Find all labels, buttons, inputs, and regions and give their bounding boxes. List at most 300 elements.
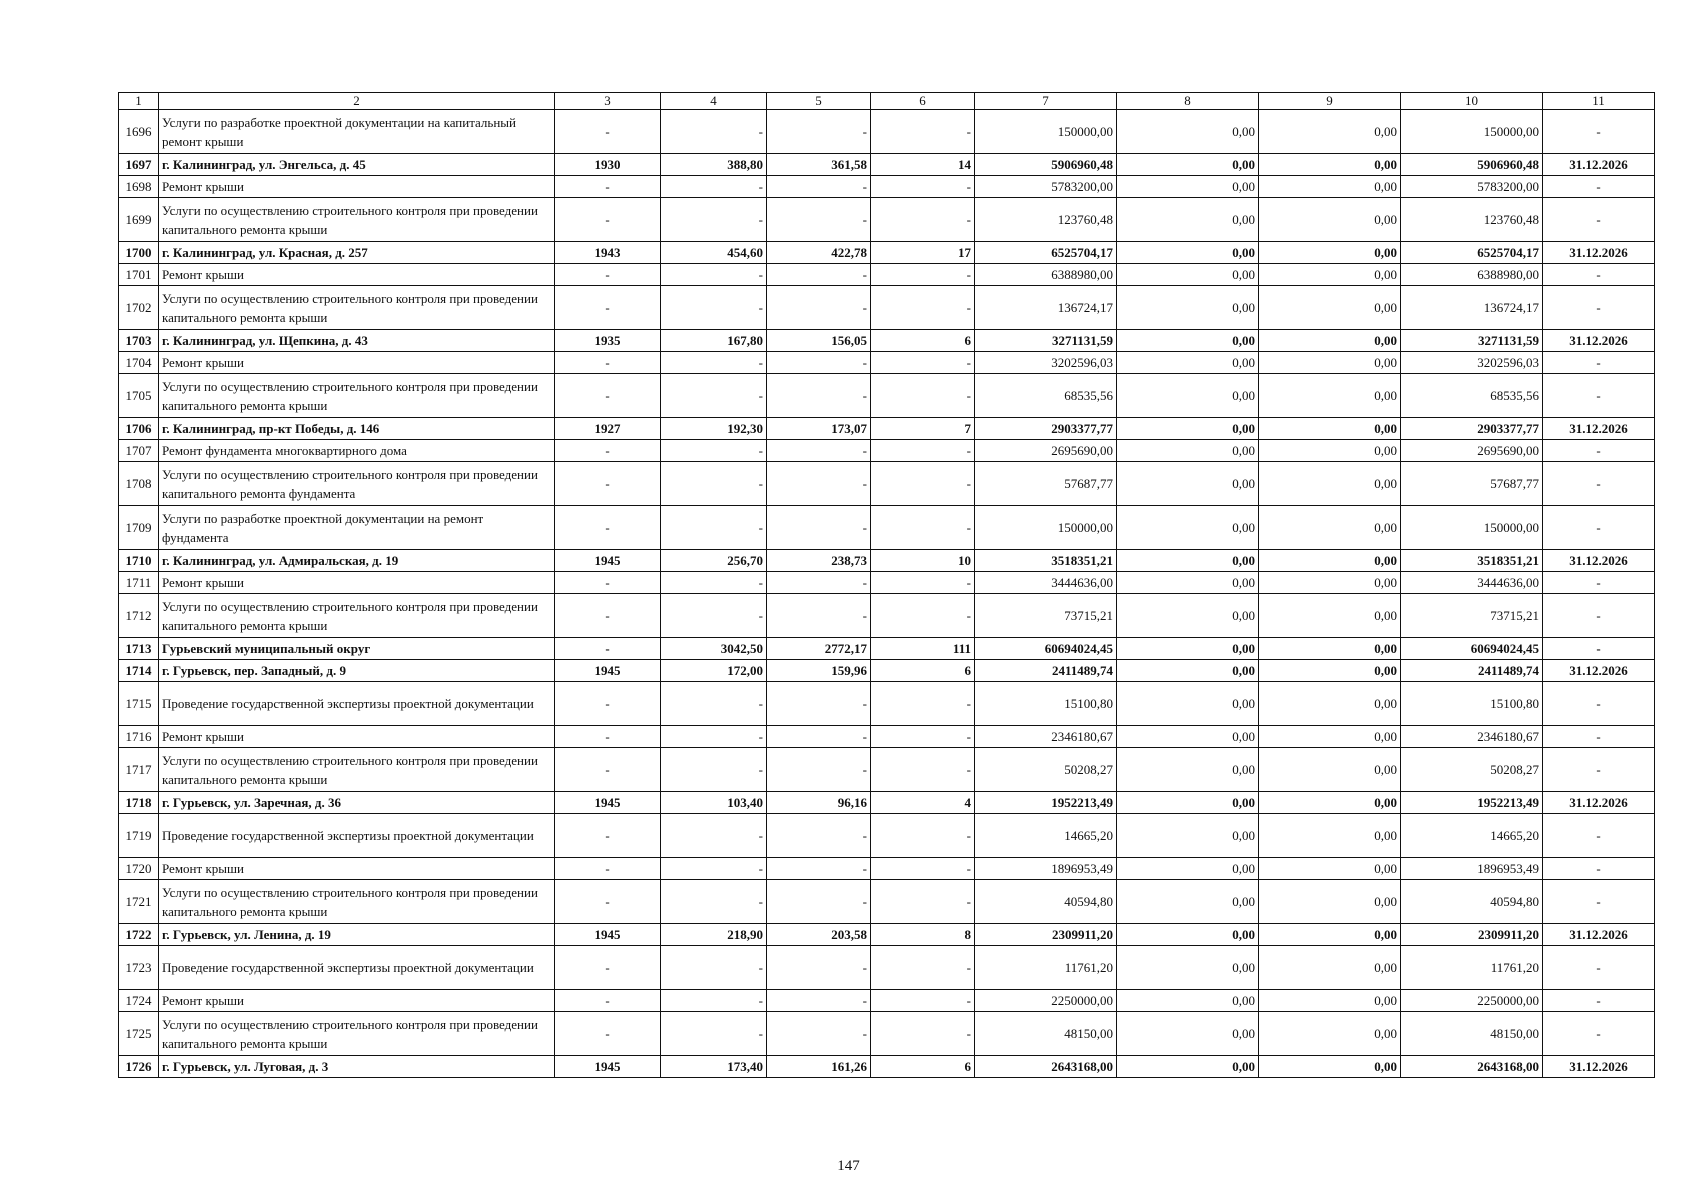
table-row (119, 1012, 1655, 1056)
row-col9-cell: 0,00 (1259, 154, 1401, 176)
table-row (119, 462, 1655, 506)
row-col5-cell: - (767, 1012, 871, 1056)
row-number-cell: 1707 (119, 440, 159, 462)
row-col8-cell: 0,00 (1117, 946, 1259, 990)
row-col7-cell: 123760,48 (975, 198, 1117, 242)
row-col9-cell: 0,00 (1259, 792, 1401, 814)
row-col9-cell: 0,00 (1259, 374, 1401, 418)
table-row (119, 748, 1655, 792)
row-col9-cell: 0,00 (1259, 660, 1401, 682)
row-name-cell: Услуги по разработке проектной документации на ремонт фундамента (159, 506, 555, 550)
row-col4-cell: - (661, 440, 767, 462)
row-col3-cell: 1927 (555, 418, 661, 440)
row-col7-cell: 48150,00 (975, 1012, 1117, 1056)
row-col6-cell: - (871, 748, 975, 792)
row-col3-cell: - (555, 638, 661, 660)
header-col-6: 6 (871, 93, 975, 110)
row-col3-cell: - (555, 352, 661, 374)
row-col5-cell: - (767, 946, 871, 990)
table-row (119, 352, 1655, 374)
row-col8-cell: 0,00 (1117, 990, 1259, 1012)
row-number-cell: 1696 (119, 110, 159, 154)
row-col4-cell: - (661, 880, 767, 924)
row-col4-cell: - (661, 352, 767, 374)
row-name-cell: Услуги по осуществлению строительного контроля при проведении капитального ремонта крыши (159, 374, 555, 418)
row-name-cell: Проведение государственной экспертизы проектной документации (159, 946, 555, 990)
row-col11-cell: - (1543, 638, 1655, 660)
row-name-cell: Гурьевский муниципальный округ (159, 638, 555, 660)
row-number-cell: 1719 (119, 814, 159, 858)
row-col11-cell: - (1543, 1012, 1655, 1056)
row-col6-cell: - (871, 858, 975, 880)
row-col10-cell: 3518351,21 (1401, 550, 1543, 572)
row-col10-cell: 15100,80 (1401, 682, 1543, 726)
row-col5-cell: 159,96 (767, 660, 871, 682)
row-col5-cell: - (767, 594, 871, 638)
row-col8-cell: 0,00 (1117, 594, 1259, 638)
row-col7-cell: 2309911,20 (975, 924, 1117, 946)
row-col6-cell: 4 (871, 792, 975, 814)
row-number-cell: 1720 (119, 858, 159, 880)
row-col7-cell: 15100,80 (975, 682, 1117, 726)
row-name-cell: г. Гурьевск, пер. Западный, д. 9 (159, 660, 555, 682)
row-col7-cell: 2643168,00 (975, 1056, 1117, 1078)
row-col9-cell: 0,00 (1259, 924, 1401, 946)
row-col10-cell: 5783200,00 (1401, 176, 1543, 198)
row-col3-cell: - (555, 880, 661, 924)
row-name-cell: г. Калининград, ул. Адмиральская, д. 19 (159, 550, 555, 572)
row-name-cell: г. Калининград, ул. Красная, д. 257 (159, 242, 555, 264)
row-col4-cell: - (661, 110, 767, 154)
row-col7-cell: 5906960,48 (975, 154, 1117, 176)
row-number-cell: 1703 (119, 330, 159, 352)
header-col-9: 9 (1259, 93, 1401, 110)
row-name-cell: Услуги по осуществлению строительного контроля при проведении капитального ремонта фундамента (159, 462, 555, 506)
row-col11-cell: - (1543, 594, 1655, 638)
row-col7-cell: 1896953,49 (975, 858, 1117, 880)
row-col5-cell: - (767, 176, 871, 198)
row-col3-cell: - (555, 594, 661, 638)
row-name-cell: Услуги по осуществлению строительного контроля при проведении капитального ремонта крыши (159, 286, 555, 330)
row-number-cell: 1708 (119, 462, 159, 506)
row-col4-cell: 454,60 (661, 242, 767, 264)
row-col9-cell: 0,00 (1259, 572, 1401, 594)
row-col10-cell: 2250000,00 (1401, 990, 1543, 1012)
row-col7-cell: 136724,17 (975, 286, 1117, 330)
row-col11-cell: 31.12.2026 (1543, 792, 1655, 814)
row-col4-cell: - (661, 506, 767, 550)
row-name-cell: Ремонт крыши (159, 352, 555, 374)
row-col10-cell: 1952213,49 (1401, 792, 1543, 814)
row-col5-cell: - (767, 110, 871, 154)
row-col3-cell: 1930 (555, 154, 661, 176)
row-col11-cell: - (1543, 946, 1655, 990)
row-col6-cell: - (871, 506, 975, 550)
row-col10-cell: 150000,00 (1401, 506, 1543, 550)
row-col6-cell: - (871, 440, 975, 462)
row-col10-cell: 68535,56 (1401, 374, 1543, 418)
table-row (119, 330, 1655, 352)
row-col8-cell: 0,00 (1117, 176, 1259, 198)
row-col6-cell: 111 (871, 638, 975, 660)
row-col4-cell: 172,00 (661, 660, 767, 682)
row-col4-cell: 256,70 (661, 550, 767, 572)
row-col6-cell: - (871, 572, 975, 594)
row-col11-cell: - (1543, 858, 1655, 880)
row-col9-cell: 0,00 (1259, 330, 1401, 352)
row-col7-cell: 3202596,03 (975, 352, 1117, 374)
row-col5-cell: - (767, 748, 871, 792)
row-col11-cell: - (1543, 462, 1655, 506)
row-col7-cell: 5783200,00 (975, 176, 1117, 198)
row-col3-cell: - (555, 176, 661, 198)
row-col9-cell: 0,00 (1259, 946, 1401, 990)
row-col9-cell: 0,00 (1259, 880, 1401, 924)
row-name-cell: Ремонт крыши (159, 572, 555, 594)
row-col9-cell: 0,00 (1259, 1056, 1401, 1078)
row-col10-cell: 40594,80 (1401, 880, 1543, 924)
row-number-cell: 1725 (119, 1012, 159, 1056)
row-col6-cell: 10 (871, 550, 975, 572)
row-col5-cell: 161,26 (767, 1056, 871, 1078)
row-col11-cell: - (1543, 264, 1655, 286)
row-col5-cell: - (767, 880, 871, 924)
row-col6-cell: - (871, 198, 975, 242)
row-col5-cell: 173,07 (767, 418, 871, 440)
row-col5-cell: - (767, 990, 871, 1012)
row-col4-cell: - (661, 1012, 767, 1056)
row-col3-cell: 1945 (555, 550, 661, 572)
row-name-cell: Ремонт крыши (159, 858, 555, 880)
row-col11-cell: 31.12.2026 (1543, 660, 1655, 682)
row-col4-cell: - (661, 682, 767, 726)
row-col8-cell: 0,00 (1117, 814, 1259, 858)
register-table (118, 92, 1655, 1078)
row-col8-cell: 0,00 (1117, 110, 1259, 154)
row-col3-cell: - (555, 440, 661, 462)
row-col7-cell: 2903377,77 (975, 418, 1117, 440)
table-row (119, 440, 1655, 462)
row-col7-cell: 2346180,67 (975, 726, 1117, 748)
row-col5-cell: 156,05 (767, 330, 871, 352)
row-col7-cell: 150000,00 (975, 110, 1117, 154)
row-col10-cell: 2643168,00 (1401, 1056, 1543, 1078)
row-col9-cell: 0,00 (1259, 176, 1401, 198)
row-col9-cell: 0,00 (1259, 726, 1401, 748)
row-col5-cell: - (767, 858, 871, 880)
row-col6-cell: - (871, 374, 975, 418)
row-col8-cell: 0,00 (1117, 462, 1259, 506)
row-col8-cell: 0,00 (1117, 330, 1259, 352)
row-col9-cell: 0,00 (1259, 264, 1401, 286)
row-name-cell: Услуги по осуществлению строительного контроля при проведении капитального ремонта крыши (159, 1012, 555, 1056)
table-row (119, 154, 1655, 176)
row-col11-cell: - (1543, 682, 1655, 726)
row-col6-cell: - (871, 1012, 975, 1056)
header-col-2: 2 (159, 93, 555, 110)
row-name-cell: г. Гурьевск, ул. Луговая, д. 3 (159, 1056, 555, 1078)
row-col3-cell: - (555, 946, 661, 990)
row-col9-cell: 0,00 (1259, 352, 1401, 374)
row-number-cell: 1715 (119, 682, 159, 726)
row-number-cell: 1697 (119, 154, 159, 176)
row-col10-cell: 6388980,00 (1401, 264, 1543, 286)
table-row (119, 110, 1655, 154)
row-col9-cell: 0,00 (1259, 814, 1401, 858)
row-col6-cell: - (871, 110, 975, 154)
row-col10-cell: 5906960,48 (1401, 154, 1543, 176)
row-number-cell: 1698 (119, 176, 159, 198)
row-col11-cell: - (1543, 198, 1655, 242)
table-row (119, 946, 1655, 990)
row-col6-cell: 17 (871, 242, 975, 264)
row-col9-cell: 0,00 (1259, 990, 1401, 1012)
row-name-cell: Ремонт крыши (159, 176, 555, 198)
row-name-cell: Ремонт крыши (159, 990, 555, 1012)
row-number-cell: 1706 (119, 418, 159, 440)
row-col5-cell: - (767, 264, 871, 286)
row-col10-cell: 3271131,59 (1401, 330, 1543, 352)
row-number-cell: 1723 (119, 946, 159, 990)
row-col8-cell: 0,00 (1117, 264, 1259, 286)
row-col4-cell: 103,40 (661, 792, 767, 814)
row-col7-cell: 2695690,00 (975, 440, 1117, 462)
row-col7-cell: 11761,20 (975, 946, 1117, 990)
row-name-cell: Услуги по осуществлению строительного контроля при проведении капитального ремонта крыши (159, 748, 555, 792)
row-col3-cell: - (555, 858, 661, 880)
row-col4-cell: - (661, 176, 767, 198)
row-col6-cell: - (871, 990, 975, 1012)
row-col11-cell: - (1543, 990, 1655, 1012)
table-row (119, 814, 1655, 858)
row-col9-cell: 0,00 (1259, 1012, 1401, 1056)
row-number-cell: 1702 (119, 286, 159, 330)
row-col3-cell: - (555, 572, 661, 594)
row-col6-cell: - (871, 682, 975, 726)
row-col5-cell: 203,58 (767, 924, 871, 946)
row-col3-cell: - (555, 198, 661, 242)
table-row (119, 858, 1655, 880)
row-col5-cell: - (767, 374, 871, 418)
row-col4-cell: - (661, 264, 767, 286)
row-name-cell: Ремонт крыши (159, 726, 555, 748)
row-col5-cell: 96,16 (767, 792, 871, 814)
row-number-cell: 1716 (119, 726, 159, 748)
row-col7-cell: 6525704,17 (975, 242, 1117, 264)
header-col-5: 5 (767, 93, 871, 110)
row-col5-cell: - (767, 814, 871, 858)
row-col3-cell: 1945 (555, 924, 661, 946)
row-number-cell: 1718 (119, 792, 159, 814)
row-col8-cell: 0,00 (1117, 286, 1259, 330)
row-col3-cell: - (555, 374, 661, 418)
row-col5-cell: 2772,17 (767, 638, 871, 660)
row-col7-cell: 14665,20 (975, 814, 1117, 858)
row-number-cell: 1704 (119, 352, 159, 374)
row-col9-cell: 0,00 (1259, 418, 1401, 440)
row-col11-cell: - (1543, 506, 1655, 550)
table-row (119, 242, 1655, 264)
row-number-cell: 1710 (119, 550, 159, 572)
row-col8-cell: 0,00 (1117, 748, 1259, 792)
row-col11-cell: 31.12.2026 (1543, 924, 1655, 946)
row-col6-cell: 6 (871, 660, 975, 682)
row-col3-cell: 1945 (555, 660, 661, 682)
row-col11-cell: - (1543, 440, 1655, 462)
row-col6-cell: - (871, 726, 975, 748)
row-col4-cell: 173,40 (661, 1056, 767, 1078)
row-col9-cell: 0,00 (1259, 462, 1401, 506)
row-col5-cell: 238,73 (767, 550, 871, 572)
row-col7-cell: 150000,00 (975, 506, 1117, 550)
row-name-cell: Услуги по осуществлению строительного контроля при проведении капитального ремонта крыши (159, 594, 555, 638)
row-number-cell: 1713 (119, 638, 159, 660)
table-row (119, 374, 1655, 418)
row-col11-cell: - (1543, 352, 1655, 374)
row-col7-cell: 3444636,00 (975, 572, 1117, 594)
row-name-cell: г. Калининград, пр-кт Победы, д. 146 (159, 418, 555, 440)
row-col8-cell: 0,00 (1117, 638, 1259, 660)
row-col9-cell: 0,00 (1259, 110, 1401, 154)
row-col10-cell: 2903377,77 (1401, 418, 1543, 440)
row-col6-cell: 8 (871, 924, 975, 946)
row-number-cell: 1711 (119, 572, 159, 594)
row-col10-cell: 11761,20 (1401, 946, 1543, 990)
row-col5-cell: - (767, 726, 871, 748)
row-col6-cell: - (871, 176, 975, 198)
row-name-cell: г. Калининград, ул. Энгельса, д. 45 (159, 154, 555, 176)
row-col10-cell: 136724,17 (1401, 286, 1543, 330)
table-row (119, 550, 1655, 572)
row-name-cell: г. Гурьевск, ул. Ленина, д. 19 (159, 924, 555, 946)
row-number-cell: 1721 (119, 880, 159, 924)
table-row (119, 682, 1655, 726)
row-col4-cell: - (661, 814, 767, 858)
row-col5-cell: - (767, 506, 871, 550)
row-col11-cell: - (1543, 748, 1655, 792)
row-name-cell: Ремонт фундамента многоквартирного дома (159, 440, 555, 462)
row-col11-cell: - (1543, 176, 1655, 198)
row-col7-cell: 2250000,00 (975, 990, 1117, 1012)
row-name-cell: Услуги по осуществлению строительного контроля при проведении капитального ремонта крыши (159, 198, 555, 242)
row-col4-cell: - (661, 946, 767, 990)
row-col3-cell: - (555, 286, 661, 330)
row-col10-cell: 150000,00 (1401, 110, 1543, 154)
column-number-header-row (119, 93, 1655, 110)
row-col3-cell: - (555, 990, 661, 1012)
row-col8-cell: 0,00 (1117, 198, 1259, 242)
row-col6-cell: - (871, 264, 975, 286)
row-col10-cell: 2695690,00 (1401, 440, 1543, 462)
row-col4-cell: 218,90 (661, 924, 767, 946)
row-col10-cell: 2346180,67 (1401, 726, 1543, 748)
row-col3-cell: - (555, 506, 661, 550)
row-col3-cell: - (555, 1012, 661, 1056)
row-col5-cell: 422,78 (767, 242, 871, 264)
row-col10-cell: 6525704,17 (1401, 242, 1543, 264)
table-row (119, 660, 1655, 682)
page-number: 147 (837, 1158, 860, 1174)
table-row (119, 990, 1655, 1012)
row-col11-cell: - (1543, 374, 1655, 418)
row-number-cell: 1724 (119, 990, 159, 1012)
row-name-cell: Услуги по разработке проектной документации на капитальный ремонт крыши (159, 110, 555, 154)
table-row (119, 264, 1655, 286)
row-col5-cell: - (767, 198, 871, 242)
row-name-cell: Услуги по осуществлению строительного контроля при проведении капитального ремонта крыши (159, 880, 555, 924)
row-col8-cell: 0,00 (1117, 418, 1259, 440)
row-col3-cell: - (555, 748, 661, 792)
row-col5-cell: - (767, 462, 871, 506)
row-col6-cell: 7 (871, 418, 975, 440)
table-row (119, 924, 1655, 946)
row-col4-cell: - (661, 374, 767, 418)
row-col8-cell: 0,00 (1117, 726, 1259, 748)
row-col3-cell: - (555, 110, 661, 154)
row-number-cell: 1714 (119, 660, 159, 682)
row-col6-cell: - (871, 814, 975, 858)
row-col4-cell: - (661, 198, 767, 242)
row-col10-cell: 1896953,49 (1401, 858, 1543, 880)
row-col11-cell: 31.12.2026 (1543, 154, 1655, 176)
row-col7-cell: 3518351,21 (975, 550, 1117, 572)
header-col-10: 10 (1401, 93, 1543, 110)
row-number-cell: 1700 (119, 242, 159, 264)
row-col3-cell: - (555, 726, 661, 748)
row-col4-cell: - (661, 726, 767, 748)
row-col5-cell: - (767, 286, 871, 330)
row-col7-cell: 40594,80 (975, 880, 1117, 924)
row-number-cell: 1701 (119, 264, 159, 286)
row-col8-cell: 0,00 (1117, 880, 1259, 924)
row-col5-cell: - (767, 440, 871, 462)
row-number-cell: 1705 (119, 374, 159, 418)
row-col5-cell: - (767, 572, 871, 594)
header-col-3: 3 (555, 93, 661, 110)
row-name-cell: Проведение государственной экспертизы проектной документации (159, 682, 555, 726)
table-row (119, 594, 1655, 638)
table-row (119, 572, 1655, 594)
table-row (119, 176, 1655, 198)
row-col11-cell: 31.12.2026 (1543, 418, 1655, 440)
header-col-7: 7 (975, 93, 1117, 110)
table-row (119, 638, 1655, 660)
row-col6-cell: 6 (871, 1056, 975, 1078)
row-col7-cell: 1952213,49 (975, 792, 1117, 814)
row-col11-cell: 31.12.2026 (1543, 1056, 1655, 1078)
row-col7-cell: 57687,77 (975, 462, 1117, 506)
row-col4-cell: - (661, 462, 767, 506)
row-col10-cell: 57687,77 (1401, 462, 1543, 506)
row-col11-cell: 31.12.2026 (1543, 550, 1655, 572)
row-col6-cell: - (871, 286, 975, 330)
row-col8-cell: 0,00 (1117, 440, 1259, 462)
row-col8-cell: 0,00 (1117, 792, 1259, 814)
row-name-cell: г. Калининград, ул. Щепкина, д. 43 (159, 330, 555, 352)
row-col3-cell: 1945 (555, 792, 661, 814)
row-col4-cell: - (661, 594, 767, 638)
row-col9-cell: 0,00 (1259, 440, 1401, 462)
row-col8-cell: 0,00 (1117, 682, 1259, 726)
row-col9-cell: 0,00 (1259, 286, 1401, 330)
row-col11-cell: - (1543, 110, 1655, 154)
header-col-11: 11 (1543, 93, 1655, 110)
row-col11-cell: - (1543, 572, 1655, 594)
row-number-cell: 1699 (119, 198, 159, 242)
row-col4-cell: - (661, 858, 767, 880)
row-col11-cell: - (1543, 880, 1655, 924)
table-row (119, 1056, 1655, 1078)
